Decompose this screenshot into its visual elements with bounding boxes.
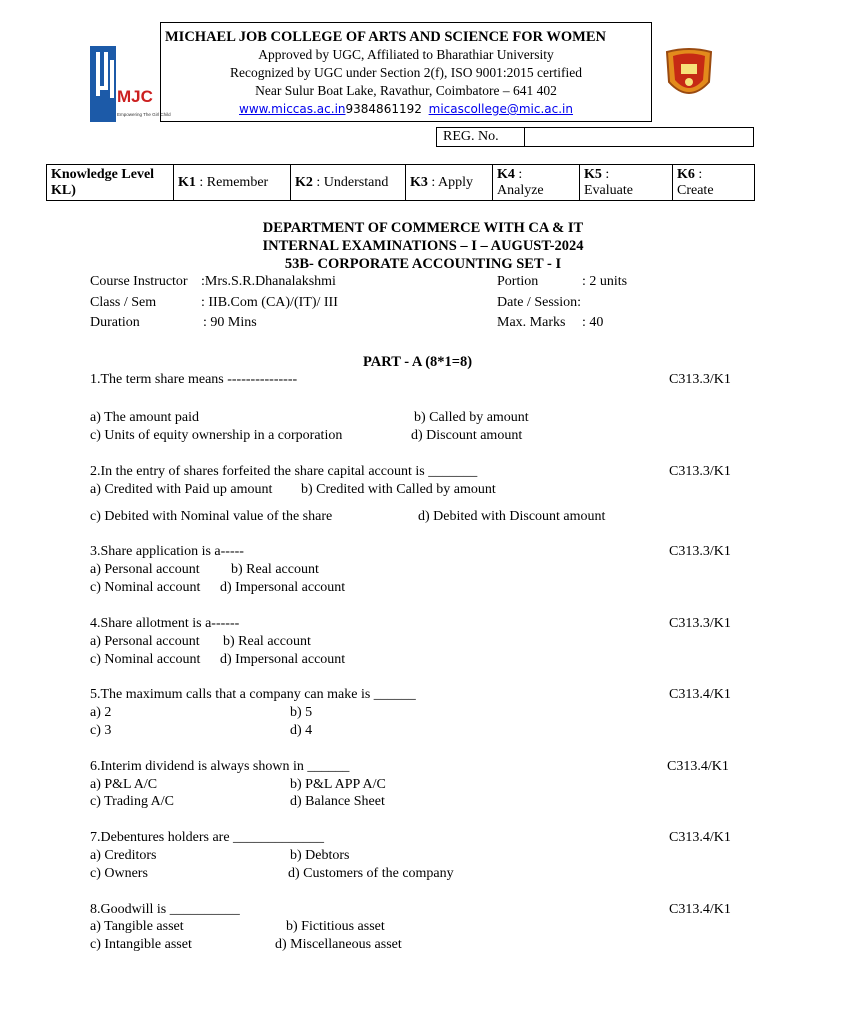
department-title: DEPARTMENT OF COMMERCE WITH CA & IT — [262, 220, 584, 236]
q2-option-b: b) Credited with Called by amount — [301, 482, 496, 497]
question-2: 2.In the entry of shares forfeited the share capital account is _______ — [90, 464, 478, 479]
logo-text: MJC — [117, 87, 153, 106]
portion-label: Portion — [497, 274, 539, 289]
website-link[interactable]: www.miccas.ac.in — [239, 102, 346, 116]
question-3-code: C313.3/K1 — [669, 544, 731, 559]
address-line: Near Sulur Boat Lake, Ravathur, Coimbatore – 641 402 — [255, 83, 557, 98]
q1-option-d: d) Discount amount — [411, 428, 523, 443]
q8-option-c: c) Intangible asset — [90, 937, 192, 952]
question-8: 8.Goodwill is __________ — [90, 902, 240, 917]
date-session-label: Date / Session: — [497, 295, 581, 310]
level-k2: K2 : Understand — [291, 165, 406, 201]
q3-option-a: a) Personal account — [90, 562, 200, 577]
email-link[interactable]: micascollege@mic.ac.in — [428, 102, 573, 116]
question-7: 7.Debentures holders are _____________ — [90, 830, 325, 845]
question-8-code: C313.4/K1 — [669, 902, 731, 917]
approval-line: Approved by UGC, Affiliated to Bharathiar University — [258, 47, 554, 62]
q4-option-d: d) Impersonal account — [220, 652, 346, 667]
q4-option-b: b) Real account — [223, 634, 311, 649]
recognition-line: Recognized by UGC under Section 2(f), ISO 9001:2015 certified — [229, 65, 583, 80]
q7-option-a: a) Creditors — [90, 848, 157, 863]
q6-option-d: d) Balance Sheet — [290, 794, 385, 809]
contact-line — [161, 100, 651, 118]
q2-option-c: c) Debited with Nominal value of the share — [90, 509, 333, 524]
reg-label: REG. No. — [437, 128, 525, 146]
q7-option-c: c) Owners — [90, 866, 148, 881]
question-6-code: C313.4/K1 — [667, 759, 729, 774]
question-4: 4.Share allotment is a------ — [90, 616, 240, 631]
q2-option-a: a) Credited with Paid up amount — [90, 482, 273, 497]
exam-title: INTERNAL EXAMINATIONS – I – AUGUST-2024 — [262, 238, 584, 254]
knowledge-level-table — [46, 164, 755, 201]
q8-option-a: a) Tangible asset — [90, 919, 184, 934]
question-5-code: C313.4/K1 — [669, 687, 731, 702]
college-name: MICHAEL JOB COLLEGE OF ARTS AND SCIENCE FOR WOMEN — [165, 29, 607, 45]
class-label: Class / Sem — [90, 295, 157, 310]
level-k4: K4 : Analyze — [493, 165, 580, 201]
level-k3: K3 : Apply — [406, 165, 493, 201]
level-k6: K6 : Create — [673, 165, 755, 201]
q6-option-c: c) Trading A/C — [90, 794, 175, 809]
reg-number-box — [436, 127, 754, 147]
college-logo — [90, 46, 171, 124]
q6-option-b: b) P&L APP A/C — [290, 777, 386, 792]
question-1: 1.The term share means --------------- — [90, 372, 298, 387]
q8-option-b: b) Fictitious asset — [286, 919, 385, 934]
instructor-value: :Mrs.S.R.Dhanalakshmi — [201, 274, 336, 289]
q8-option-d: d) Miscellaneous asset — [275, 937, 402, 952]
logo-tagline: Empowering The Girl Child — [117, 112, 171, 117]
knowledge-level-label: Knowledge Level KL) — [47, 165, 174, 201]
question-3: 3.Share application is a----- — [90, 544, 244, 559]
max-marks-label: Max. Marks — [497, 315, 566, 330]
duration-label: Duration — [90, 315, 140, 330]
level-k1: K1 : Remember — [174, 165, 291, 201]
q3-option-d: d) Impersonal account — [220, 580, 346, 595]
college-header — [160, 22, 652, 122]
q5-option-b: b) 5 — [290, 705, 313, 720]
q4-option-a: a) Personal account — [90, 634, 200, 649]
q7-option-d: d) Customers of the company — [288, 866, 454, 881]
q3-option-c: c) Nominal account — [90, 580, 201, 595]
q5-option-c: c) 3 — [90, 723, 112, 738]
subject-title: 53B- CORPORATE ACCOUNTING SET - I — [284, 256, 562, 272]
question-6: 6.Interim dividend is always shown in ______ — [90, 759, 350, 774]
q5-option-a: a) 2 — [90, 705, 112, 720]
q4-option-c: c) Nominal account — [90, 652, 201, 667]
q2-option-d: d) Debited with Discount amount — [418, 509, 606, 524]
q7-option-b: b) Debtors — [290, 848, 350, 863]
part-a-heading: PART - A (8*1=8) — [363, 354, 473, 370]
question-1-code: C313.3/K1 — [669, 372, 731, 387]
q3-option-b: b) Real account — [231, 562, 319, 577]
phone-number: 9384861192 — [345, 102, 422, 116]
max-marks-value: : 40 — [582, 315, 604, 330]
q5-option-d: d) 4 — [290, 723, 313, 738]
college-seal — [663, 46, 715, 104]
question-2-code: C313.3/K1 — [669, 464, 731, 479]
question-5: 5.The maximum calls that a company can make is ______ — [90, 687, 416, 702]
q1-option-b: b) Called by amount — [414, 410, 529, 425]
class-value: : IIB.Com (CA)/(IT)/ III — [201, 295, 338, 310]
portion-value: : 2 units — [582, 274, 628, 289]
q6-option-a: a) P&L A/C — [90, 777, 158, 792]
question-7-code: C313.4/K1 — [669, 830, 731, 845]
q1-option-a: a) The amount paid — [90, 410, 199, 425]
duration-value: : 90 Mins — [203, 315, 257, 330]
level-k5: K5 : Evaluate — [580, 165, 673, 201]
q1-option-c: c) Units of equity ownership in a corporation — [90, 428, 343, 443]
question-4-code: C313.3/K1 — [669, 616, 731, 631]
instructor-label: Course Instructor — [90, 274, 188, 289]
